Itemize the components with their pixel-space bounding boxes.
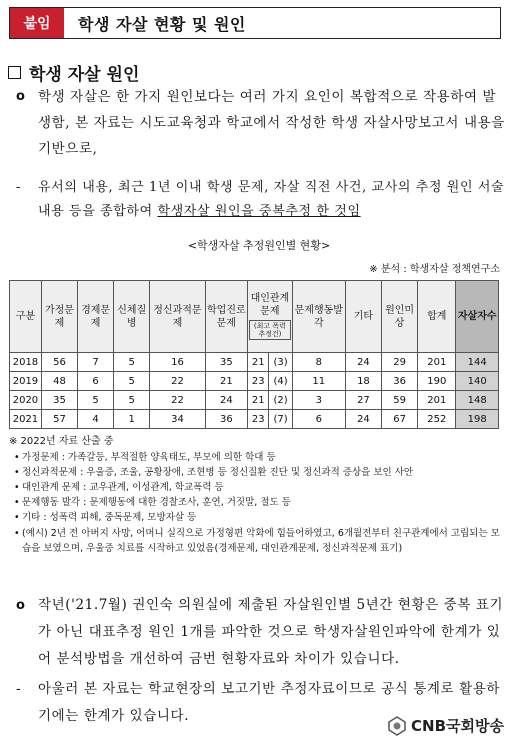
table-cell: 21 (248, 391, 269, 410)
table-cell: 59 (382, 391, 418, 410)
definition-item: • 문제행동 발각 : 문제행동에 대한 경찰조사, 훈연, 거짓말, 절도 등 (14, 495, 504, 510)
table-header: 문제행동발각 (292, 281, 345, 353)
table-cell: 21 (248, 353, 269, 372)
dash-bullet: - (16, 180, 21, 195)
table-cell: 27 (345, 391, 381, 410)
definition-item: • 기타 : 성폭력 피해, 중독문제, 모방자살 등 (14, 510, 504, 525)
table-cell: 4 (78, 410, 114, 429)
table-cell: 35 (41, 391, 77, 410)
table-cell: 148 (456, 391, 499, 410)
broadcaster-logo (387, 715, 504, 736)
table-cell: 24 (205, 391, 248, 410)
table-cell: 8 (292, 353, 345, 372)
table-cell: 6 (292, 410, 345, 429)
table-cell: 48 (41, 372, 77, 391)
table-cell: 23 (248, 372, 269, 391)
cnb-logo-icon (387, 716, 407, 736)
table-source: ※ 분석 : 학생자살 정책연구소 (369, 264, 500, 275)
table-cell: 36 (205, 410, 248, 429)
table-cell: 7 (78, 353, 114, 372)
table-row (10, 391, 499, 410)
table-cell: 2019 (10, 372, 42, 391)
table-cell: 190 (418, 372, 456, 391)
table-header-row (10, 281, 499, 353)
table-cell: 29 (382, 353, 418, 372)
bottom-paragraph-1 (16, 592, 506, 673)
table-cell: 67 (382, 410, 418, 429)
table-cell: 3 (292, 391, 345, 410)
table-cell: 144 (456, 353, 499, 372)
definition-item: • 정신과적문제 : 우울증, 조울, 공황장애, 조현병 등 정신질환 진단 및 정신과적 증상을 보인 사안 (14, 465, 504, 480)
table-cell: 5 (78, 391, 114, 410)
table-cell: 2021 (10, 410, 42, 429)
main-paragraph (16, 84, 506, 162)
footnote-year: ※ 2022년 자료 산출 중 (9, 436, 114, 447)
table-header: 구분 (10, 281, 42, 353)
table-header: 정신과적문제 (150, 281, 205, 353)
table-cell: 22 (150, 391, 205, 410)
table-row (10, 372, 499, 391)
main-paragraph-text: 학생 자살은 한 가지 원인보다는 여러 가지 요인이 복합적으로 작용하여 발생함, 본 자료는 시도교육청과 학교에서 작성한 학생 자살사망보고서 내용을 기반으로, (38, 89, 505, 157)
table-cell: 18 (345, 372, 381, 391)
table-header: 기타 (345, 281, 381, 353)
definition-item: • 가정문제 : 가족갈등, 부적절한 양육태도, 부모에 의한 학대 등 (14, 450, 504, 465)
table-cell: 6 (78, 372, 114, 391)
table-cell: (4) (269, 372, 292, 391)
square-bullet-icon (8, 66, 21, 79)
table-header: 합계 (418, 281, 456, 353)
table-cell: 35 (205, 353, 248, 372)
page-title: 학생 자살 현황 및 원인 (78, 14, 246, 34)
table-cell: 21 (205, 372, 248, 391)
table-cell: 16 (150, 353, 205, 372)
table-cell: 5 (114, 372, 150, 391)
table-caption: <학생자살 추정원인별 현황> (187, 239, 331, 252)
table-cell: 5 (114, 353, 150, 372)
table-cell: 24 (345, 410, 381, 429)
table-row (10, 410, 499, 429)
table-header: 신체질병 (114, 281, 150, 353)
table-cell: (2) (269, 391, 292, 410)
section-title: 학생 자살 원인 (29, 65, 140, 85)
dash-paragraph (16, 176, 506, 224)
table-header: 학업진로문제 (205, 281, 248, 353)
table-cell: 252 (418, 410, 456, 429)
table-row (10, 353, 499, 372)
cause-table (9, 280, 499, 429)
table-cell: 56 (41, 353, 77, 372)
table-header: 경제문제 (78, 281, 114, 353)
table-cell: 2018 (10, 353, 42, 372)
table-cell: 57 (41, 410, 77, 429)
table-header: 대인관계문제 (250, 292, 290, 317)
definition-list (14, 450, 504, 556)
table-header: 원인미상 (382, 281, 418, 353)
definition-item: • 대인관계 문제 : 교우관계, 이성관계, 학교폭력 등 (14, 480, 504, 495)
table-cell: 23 (248, 410, 269, 429)
table-cell: 1 (114, 410, 150, 429)
table-cell: 140 (456, 372, 499, 391)
table-cell: 24 (345, 353, 381, 372)
table-cell: 36 (382, 372, 418, 391)
table-header: 가정문제 (41, 281, 77, 353)
table-cell: (3) (269, 353, 292, 372)
table-header-relations (248, 281, 293, 353)
example-note: • (예시) 2년 전 아버지 사망, 어머니 실직으로 가정형편 악화에 힘들어하였고, 6개월전부터 친구관계에서 고립되는 모습을 보였으며, 우울증 치료를 시작하고 있었음(경제문제, 대인관계문제, 정신과적문제 표기) (14, 526, 504, 556)
circle-bullet: o (16, 598, 25, 613)
underlined-conclusion: 학생자살 원인을 중복추정 한 것임 (157, 204, 361, 219)
attachment-tag: 붙임 (10, 8, 64, 38)
table-cell: 11 (292, 372, 345, 391)
table-cell: 201 (418, 391, 456, 410)
table-cell: 198 (456, 410, 499, 429)
table-header: 자살자수 (456, 281, 499, 353)
table-cell: (7) (269, 410, 292, 429)
circle-bullet: o (16, 89, 25, 104)
dash-bullet: - (16, 681, 21, 697)
table-cell: 22 (150, 372, 205, 391)
table-cell: 5 (114, 391, 150, 410)
logo-text: CNB국회방송 (411, 717, 504, 735)
table-cell: 2020 (10, 391, 42, 410)
attachment-header (9, 7, 501, 39)
table-sub-note: (최고 폭력 추정건) (249, 320, 291, 340)
section-heading (8, 60, 139, 85)
table-cell: 34 (150, 410, 205, 429)
dash-paragraph-text: 유서의 내용, 최근 1년 이내 학생 문제, 자살 직전 사건, 교사의 추정 원인 서술내용 등을 종합하여 (38, 180, 505, 219)
bottom-paragraph-1-text: 작년('21.7월) 권인숙 의원실에 제출된 자살원인별 5년간 현황은 중복 표기가 아닌 대표추정 원인 1개를 파악한 것으로 학생자살원인파악에 한계가 있어 분석방법을 개선하여 금번 현황자료와 차이가 있습니다. (38, 597, 504, 667)
table-cell: 201 (418, 353, 456, 372)
bottom-paragraph-2-text: 아울러 본 자료는 학교현장의 보고기반 추정자료이므로 공식 통계로 활용하기에는 한계가 있습니다. (38, 681, 500, 724)
